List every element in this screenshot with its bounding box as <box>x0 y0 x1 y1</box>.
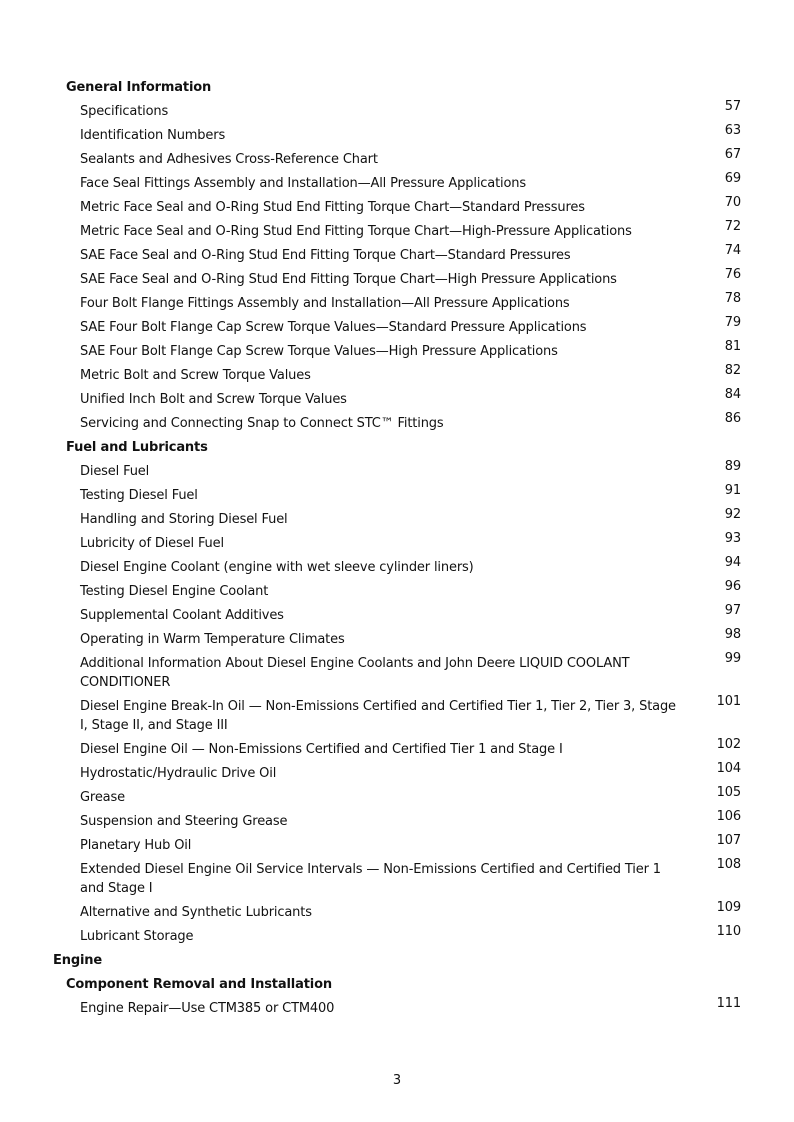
toc-entry-page-number: 79 <box>724 315 741 330</box>
toc-entry[interactable] <box>0 337 794 361</box>
toc-entry[interactable] <box>0 217 794 241</box>
toc-entry[interactable] <box>0 289 794 313</box>
toc-entry-title: SAE Four Bolt Flange Cap Screw Torque Values—High Pressure Applications <box>80 344 558 359</box>
toc-heading-title: Component Removal and Installation <box>66 977 332 992</box>
toc-entry-title: Supplemental Coolant Additives <box>80 608 284 623</box>
toc-entry-title: Lubricant Storage <box>80 929 194 944</box>
toc-entry-page-number: 94 <box>724 555 741 570</box>
toc-heading-title: General Information <box>66 80 212 95</box>
toc-chapter-heading <box>0 946 794 970</box>
toc-entry[interactable] <box>0 193 794 217</box>
toc-entry[interactable] <box>0 692 794 735</box>
toc-entry-title: Metric Bolt and Screw Torque Values <box>80 368 311 383</box>
toc-entry-page-number: 57 <box>724 99 741 114</box>
toc-entry-title: Alternative and Synthetic Lubricants <box>80 905 312 920</box>
toc-entry[interactable] <box>0 601 794 625</box>
toc-section-heading <box>0 78 794 97</box>
toc-entry-page-number: 81 <box>724 339 741 354</box>
toc-entry[interactable] <box>0 265 794 289</box>
toc-entry-title: Metric Face Seal and O-Ring Stud End Fitting Torque Chart—Standard Pressures <box>80 200 585 215</box>
toc-entry-page-number: 108 <box>716 857 741 872</box>
toc-entry[interactable] <box>0 529 794 553</box>
toc-entry-page-number: 106 <box>716 809 741 824</box>
toc-entry[interactable] <box>0 735 794 759</box>
toc-entry-title: Extended Diesel Engine Oil Service Intervals — Non-Emissions Certified and Certified Tier 1 and Stage I <box>80 862 661 896</box>
toc-entry-page-number: 86 <box>724 411 741 426</box>
toc-entry-title: Operating in Warm Temperature Climates <box>80 632 345 647</box>
toc-entry[interactable] <box>0 313 794 337</box>
toc-entry[interactable] <box>0 807 794 831</box>
toc-entry-page-number: 82 <box>724 363 741 378</box>
toc-entry-page-number: 72 <box>724 219 741 234</box>
toc-entry[interactable] <box>0 121 794 145</box>
toc-entry-page-number: 63 <box>724 123 741 138</box>
toc-entry[interactable] <box>0 361 794 385</box>
toc-entry-page-number: 96 <box>724 579 741 594</box>
toc-entry-title: Grease <box>80 790 125 805</box>
toc-entry[interactable] <box>0 577 794 601</box>
toc-entry-page-number: 78 <box>724 291 741 306</box>
toc-entry[interactable] <box>0 505 794 529</box>
toc-entry-title: Testing Diesel Fuel <box>80 488 198 503</box>
toc-entry-page-number: 92 <box>724 507 741 522</box>
toc-heading-title: Fuel and Lubricants <box>66 440 208 455</box>
toc-entry[interactable] <box>0 759 794 783</box>
toc-entry-title: Servicing and Connecting Snap to Connect STC™ Fittings <box>80 416 444 431</box>
toc-entry-title: SAE Face Seal and O-Ring Stud End Fitting Torque Chart—Standard Pressures <box>80 248 571 263</box>
toc-entry-title: Specifications <box>80 104 169 119</box>
toc-entry-page-number: 76 <box>724 267 741 282</box>
toc-entry-title: Lubricity of Diesel Fuel <box>80 536 224 551</box>
toc-entry-title: Face Seal Fittings Assembly and Installation—All Pressure Applications <box>80 176 527 191</box>
toc-entry-title: Unified Inch Bolt and Screw Torque Values <box>80 392 347 407</box>
toc-entry-page-number: 99 <box>724 651 741 666</box>
toc-entry[interactable] <box>0 145 794 169</box>
toc-entry-title: Diesel Fuel <box>80 464 150 479</box>
toc-entry-title: Diesel Engine Coolant (engine with wet sleeve cylinder liners) <box>80 560 474 575</box>
toc-entry[interactable] <box>0 649 794 692</box>
toc-entry[interactable] <box>0 831 794 855</box>
toc-entry-title: Diesel Engine Oil — Non-Emissions Certified and Certified Tier 1 and Stage I <box>80 742 563 757</box>
toc-entry[interactable] <box>0 457 794 481</box>
page-number: 3 <box>392 1073 402 1088</box>
toc-entry-page-number: 70 <box>724 195 741 210</box>
toc-entry-page-number: 111 <box>716 996 741 1011</box>
toc-entry-title: SAE Four Bolt Flange Cap Screw Torque Values—Standard Pressure Applications <box>80 320 587 335</box>
toc-entry-title: Identification Numbers <box>80 128 226 143</box>
toc-entry-title: SAE Face Seal and O-Ring Stud End Fitting Torque Chart—High Pressure Applications <box>80 272 617 287</box>
toc-entry[interactable] <box>0 625 794 649</box>
table-of-contents <box>0 78 794 1018</box>
toc-entry-page-number: 109 <box>716 900 741 915</box>
toc-entry-page-number: 110 <box>716 924 741 939</box>
toc-entry-page-number: 89 <box>724 459 741 474</box>
toc-entry-page-number: 69 <box>724 171 741 186</box>
toc-heading-title: Engine <box>53 953 103 968</box>
toc-entry-title: Testing Diesel Engine Coolant <box>80 584 269 599</box>
toc-entry[interactable] <box>0 241 794 265</box>
toc-section-heading <box>0 970 794 994</box>
toc-entry[interactable] <box>0 385 794 409</box>
toc-entry-page-number: 67 <box>724 147 741 162</box>
toc-entry-page-number: 107 <box>716 833 741 848</box>
toc-entry[interactable] <box>0 97 794 121</box>
toc-entry-page-number: 84 <box>724 387 741 402</box>
toc-entry[interactable] <box>0 553 794 577</box>
toc-entry[interactable] <box>0 481 794 505</box>
toc-entry-page-number: 98 <box>724 627 741 642</box>
toc-entry-title: Planetary Hub Oil <box>80 838 192 853</box>
toc-entry[interactable] <box>0 898 794 922</box>
toc-entry-page-number: 104 <box>716 761 741 776</box>
toc-entry[interactable] <box>0 409 794 433</box>
toc-entry-title: Additional Information About Diesel Engine Coolants and John Deere LIQUID COOLANT CONDITIONER <box>80 656 630 690</box>
toc-entry[interactable] <box>0 783 794 807</box>
toc-entry[interactable] <box>0 169 794 193</box>
toc-entry-title: Diesel Engine Break-In Oil — Non-Emissions Certified and Certified Tier 1, Tier 2, Tier 3, Stage I, Stage II, and Stage III <box>80 699 676 733</box>
toc-entry-page-number: 93 <box>724 531 741 546</box>
toc-entry-page-number: 97 <box>724 603 741 618</box>
toc-entry-page-number: 91 <box>724 483 741 498</box>
toc-entry-title: Sealants and Adhesives Cross-Reference Chart <box>80 152 378 167</box>
toc-entry-page-number: 101 <box>716 694 741 709</box>
toc-entry[interactable] <box>0 922 794 946</box>
toc-entry[interactable] <box>0 994 794 1018</box>
toc-entry[interactable] <box>0 855 794 898</box>
toc-entry-title: Handling and Storing Diesel Fuel <box>80 512 288 527</box>
toc-section-heading <box>0 433 794 457</box>
toc-entry-page-number: 74 <box>724 243 741 258</box>
toc-entry-title: Engine Repair—Use CTM385 or CTM400 <box>80 1001 335 1016</box>
toc-entry-page-number: 105 <box>716 785 741 800</box>
toc-entry-title: Suspension and Steering Grease <box>80 814 288 829</box>
toc-entry-page-number: 102 <box>716 737 741 752</box>
toc-entry-title: Four Bolt Flange Fittings Assembly and Installation—All Pressure Applications <box>80 296 570 311</box>
toc-entry-title: Metric Face Seal and O-Ring Stud End Fitting Torque Chart—High-Pressure Applications <box>80 224 632 239</box>
toc-entry-title: Hydrostatic/Hydraulic Drive Oil <box>80 766 277 781</box>
